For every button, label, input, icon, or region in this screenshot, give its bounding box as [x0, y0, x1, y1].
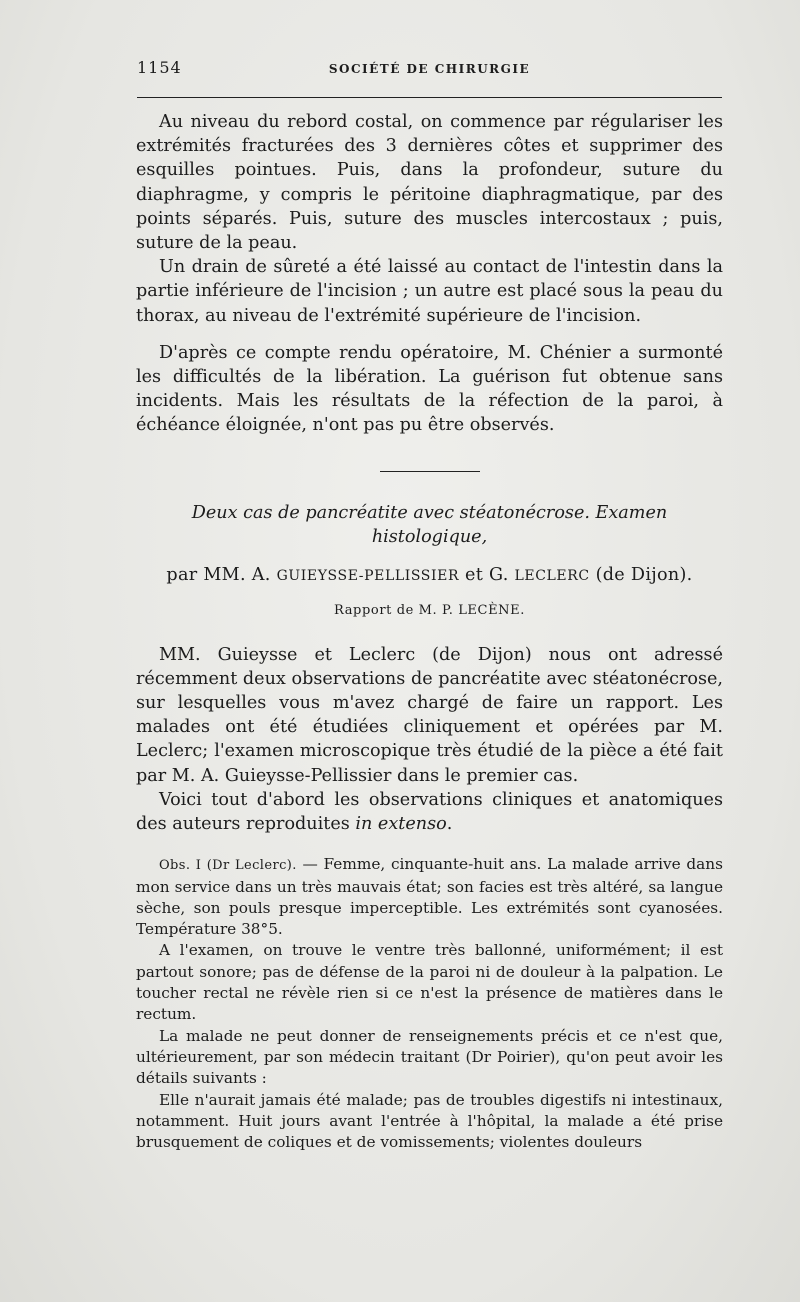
section-separator — [380, 471, 480, 472]
observation-label: Obs. I (Dr Leclerc). — [159, 858, 297, 874]
report-name: LECÈNE — [458, 602, 521, 618]
voici-text: Voici tout d'abord les observations cliniques et anatomiques des auteurs reproduites — [136, 789, 723, 835]
observation-block — [136, 854, 723, 1153]
observation-exam: A l'examen, on trouve le ventre très ballonné, uniformément; il est partout sonore; pas de défense de la paroi ni de douleur à la palpation. Le toucher rectal ne révèle rien si ce n'est la présence de matières dans le rectum. — [136, 941, 723, 1024]
report-body — [136, 643, 723, 837]
voici-end: . — [446, 814, 453, 835]
observation-details: Elle n'aurait jamais été malade; pas de troubles digestifs ni intestinaux, notamment. Huit jours avant l'entrée à l'hôpital, la malade a été prise brusquement de coliques et de vomissements; violentes douleurs — [136, 1090, 723, 1152]
observation-first — [136, 854, 723, 940]
observation-first-text: — Femme, cinquante-huit ans. La malade arrive dans mon service dans un très mauvais état; son facies est très altéré, sa langue sèche, son pouls presque imperceptible. Les extrémités sont cyanosées. Température 38°5. — [136, 855, 723, 939]
report-suffix: . — [520, 602, 525, 618]
authors-suffix: (de Dijon). — [589, 564, 693, 585]
article-title: Deux cas de pancréatite avec stéatonécrose. Examen histologique, — [191, 502, 668, 547]
author-leclerc: LECLERC — [514, 567, 590, 584]
paragraph-drain: Un drain de sûreté a été laissé au contact de l'intestin dans la partie inférieure de l'incision ; un autre est placé sous la peau du thorax, au niveau de l'extrémité supérieure de l'incision. — [136, 257, 723, 326]
authors-prefix: par MM. A. — [166, 564, 277, 585]
paragraph-intro: MM. Guieysse et Leclerc (de Dijon) nous ont adressé récemment deux observations de pancréatite avec stéatonécrose, sur lesquelles vous m'avez chargé de faire un rapport. Les malades ont été étudiées cliniquement et opérées par M. Leclerc; l'examen microscopique très étudié de la pièce a été fait par M. A. Guieysse-Pellissier dans le premier cas. — [136, 644, 723, 786]
observation-history: La malade ne peut donner de renseignements précis et ce n'est que, ultérieurement, par son médecin traitant (Dr Poirier), qu'on peut avoir les détails suivants : — [136, 1026, 723, 1088]
authors-mid: et G. — [459, 564, 515, 585]
voici-italic: in extenso — [355, 814, 447, 835]
header-rule — [137, 97, 722, 98]
page-body — [136, 110, 723, 1153]
report-line — [136, 601, 723, 621]
paragraph-gap — [136, 328, 723, 341]
report-prefix: Rapport de M. P. — [334, 602, 459, 618]
page-number: 1154 — [137, 58, 182, 77]
article-authors — [136, 563, 723, 588]
running-title: SOCIÉTÉ DE CHIRURGIE — [328, 62, 531, 76]
paragraph-conclusion: D'après ce compte rendu opératoire, M. Chénier a surmonté les difficultés de la libération. La guérison fut obtenue sans incidents. Mais les résultats de la réfection de la paroi, à échéance éloignée, n'ont pas pu être observés. — [136, 342, 723, 436]
paragraph-suture: Au niveau du rebord costal, on commence par régulariser les extrémités fracturées des 3 dernières côtes et supprimer des esquilles pointues. Puis, dans la profondeur, suture du diaphragme, y compris le péritoine diaphragmatique, par des points séparés. Puis, suture des muscles intercostaux ; puis, suture de la peau. — [136, 112, 723, 254]
paragraph-voici — [136, 788, 723, 836]
running-head — [137, 58, 722, 88]
author-guieysse-pellissier: GUIEYSSE-PELLISSIER — [276, 567, 460, 584]
